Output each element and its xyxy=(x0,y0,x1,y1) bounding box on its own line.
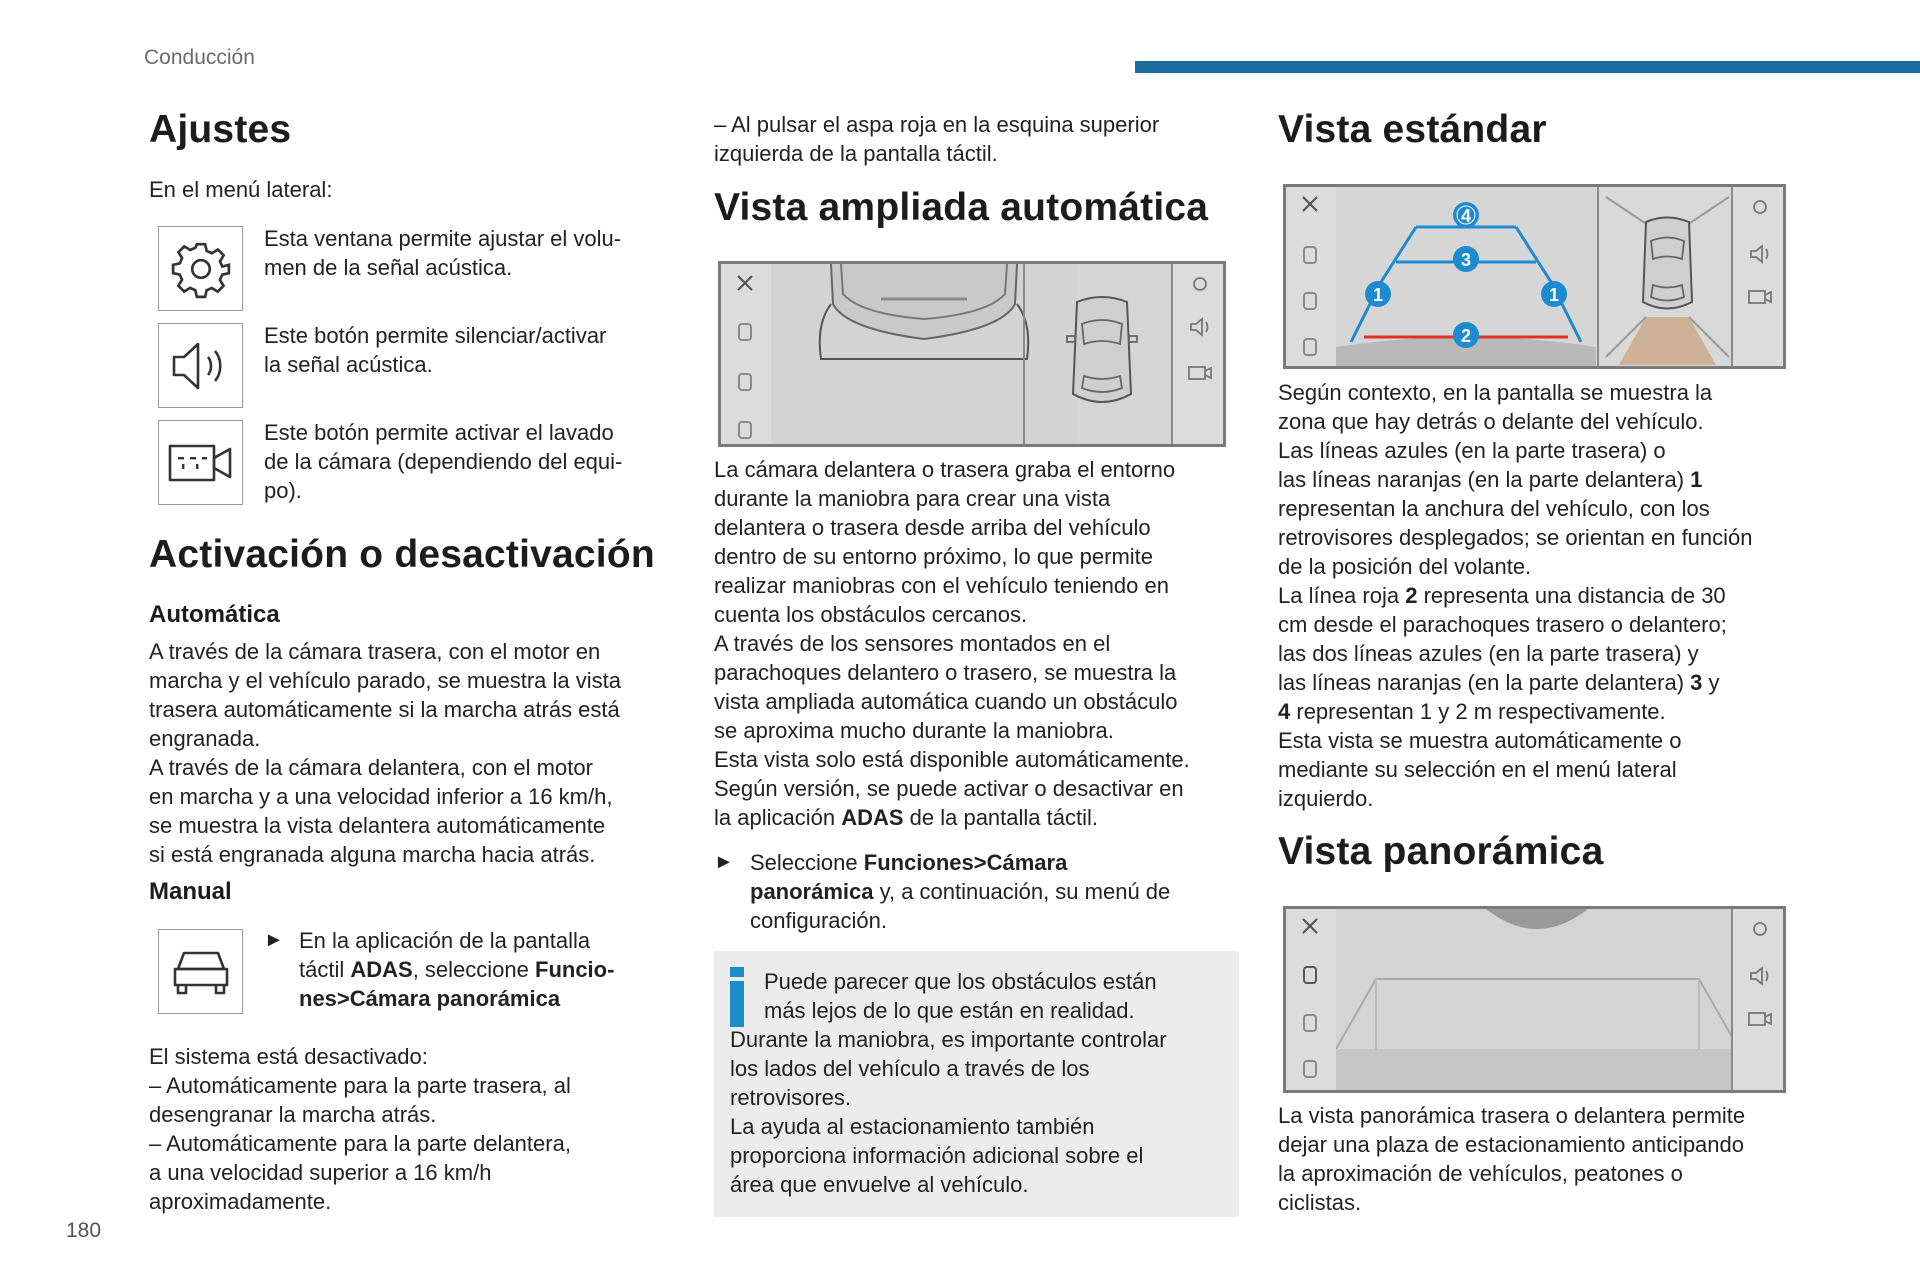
speaker-icon xyxy=(168,336,234,396)
auto-subtitle: Automática xyxy=(149,601,280,628)
settings-item-camera-wash-text: Este botón permite activar el lavado de la cámara (dependiendo del equi- po). xyxy=(264,420,623,503)
header-accent-bar xyxy=(1135,61,1920,73)
screen-left-menu xyxy=(1286,909,1338,1090)
deactivation-paragraph: El sistema está desactivado: – Automáticamente para la parte trasera, al desengranar la marcha atrás. – Automáticamente para la parte delantera, a una velocidad superior a 16 km/h aproximadamente. xyxy=(149,1044,571,1214)
section-label: Conducción xyxy=(144,46,255,69)
auto-zoom-screen-illustration xyxy=(718,261,1226,447)
auto-zoom-paragraph: La cámara delantera o trasera graba el entorno durante la maniobra para crear una vista delantera o trasera desde arriba del vehículo dentro de su entorno próximo, lo que permite realizar maniobras con el vehículo teniendo en cuenta los obstáculos cercanos. A través de los sensores montados en el parachoques delantero o trasero, se muestra la vista ampliada automática cuando un obstáculo se aproxima mucho durante la maniobra. Esta vista solo está disponible automáticamente. Según versión, se puede activar o desactivar en la aplicación ADAS de la pantalla táctil. xyxy=(714,457,1190,830)
guideline-label-1-right: 1 xyxy=(1548,285,1560,305)
settings-item-speaker xyxy=(158,323,243,408)
panoramic-view-screen-illustration xyxy=(1283,906,1786,1093)
standard-view-screen-illustration xyxy=(1283,184,1786,369)
guideline-label-3: 3 xyxy=(1460,250,1472,270)
select-step-arrow: ► xyxy=(714,851,734,873)
settings-item-gear-text: Esta ventana permite ajustar el volu- men de la señal acústica. xyxy=(264,226,622,280)
gear-icon xyxy=(170,238,232,300)
select-step: ► Seleccione Funciones>Cámara panorámica y, a continuación, su menú de configuración. xyxy=(714,850,1171,933)
rear-camera-guidelines xyxy=(1336,187,1596,367)
settings-item-gear xyxy=(158,226,243,311)
standard-view-paragraph: Según contexto, en la pantalla se muestra la zona que hay detrás o delante del vehículo. Las líneas azules (en la parte trasera) o las líneas naranjas (en la parte delantera) 1 representan la anchura del vehículo, con los retrovisores desplegados; se orientan en función de la posición del volante. La línea roja 2 representa una distancia de 30 cm desde el parachoques trasero o delantero; las dos líneas azules (en la parte trasera) y las líneas naranjas (en la parte delantera) 3 y 4 representan 1 y 2 m respectivamente. Esta vista se muestra automáticamente o mediante su selección en el menú lateral izquierdo. xyxy=(1278,380,1753,811)
activation-title: Activación o desactivación xyxy=(149,533,655,576)
screen-right-menu xyxy=(1731,909,1783,1090)
manual-car-icon-box xyxy=(158,929,243,1014)
guideline-label-1-left: 1 xyxy=(1372,285,1384,305)
screen-left-menu xyxy=(721,264,773,444)
auto-zoom-title: Vista ampliada automática xyxy=(714,186,1209,229)
manual-step: ► En la aplicación de la pantalla táctil ADAS, seleccione Funcio- nes>Cámara panorámica xyxy=(264,928,615,1011)
standard-view-title: Vista estándar xyxy=(1278,108,1547,151)
guideline-label-4: 4 xyxy=(1460,206,1472,226)
screen-right-menu xyxy=(1171,264,1223,444)
auto-paragraph: A través de la cámara trasera, con el motor en marcha y el vehículo parado, se muestra la vista trasera automáticamente si la marcha atrás está engranada. A través de la cámara delantera, con el motor en marcha y a una velocidad inferior a 16 km/h, se muestra la vista delantera automáticamente si está engranada alguna marcha hacia atrás. xyxy=(149,639,622,867)
car-front-icon xyxy=(170,947,232,997)
panoramic-view-title: Vista panorámica xyxy=(1278,830,1604,873)
top-view-car-zones xyxy=(1596,187,1739,367)
ajustes-intro: En el menú lateral: xyxy=(149,177,333,202)
top-view-car xyxy=(1027,264,1177,444)
manual-step-arrow: ► xyxy=(264,929,284,951)
settings-item-speaker-text: Este botón permite silenciar/activar la señal acústica. xyxy=(264,323,607,377)
screen-left-menu xyxy=(1286,187,1338,366)
manual-subtitle: Manual xyxy=(149,878,232,905)
settings-item-camera-wash xyxy=(158,420,243,505)
info-box xyxy=(714,951,1239,1217)
exit-paragraph: – Al pulsar el aspa roja en la esquina superior izquierda de la pantalla táctil. xyxy=(714,112,1160,166)
ajustes-title: Ajustes xyxy=(149,108,292,151)
camera-wash-icon xyxy=(166,438,236,488)
info-text: Puede parecer que los obstáculos están más lejos de lo que están en realidad. Durante la maniobra, es importante controlar los lados del vehículo a través de los retrovisores. La ayuda al estacionamiento también proporciona información adicional sobre el área que envuelve al vehículo. xyxy=(730,969,1167,1197)
panoramic-camera-view xyxy=(1336,909,1739,1090)
panoramic-view-paragraph: La vista panorámica trasera o delantera permite dejar una plaza de estacionamiento anticipando la aproximación de vehículos, peatones o ciclistas. xyxy=(1278,1103,1746,1215)
guideline-label-2: 2 xyxy=(1460,326,1472,346)
page-number: 180 xyxy=(66,1219,102,1242)
screen-right-menu xyxy=(1731,187,1783,366)
